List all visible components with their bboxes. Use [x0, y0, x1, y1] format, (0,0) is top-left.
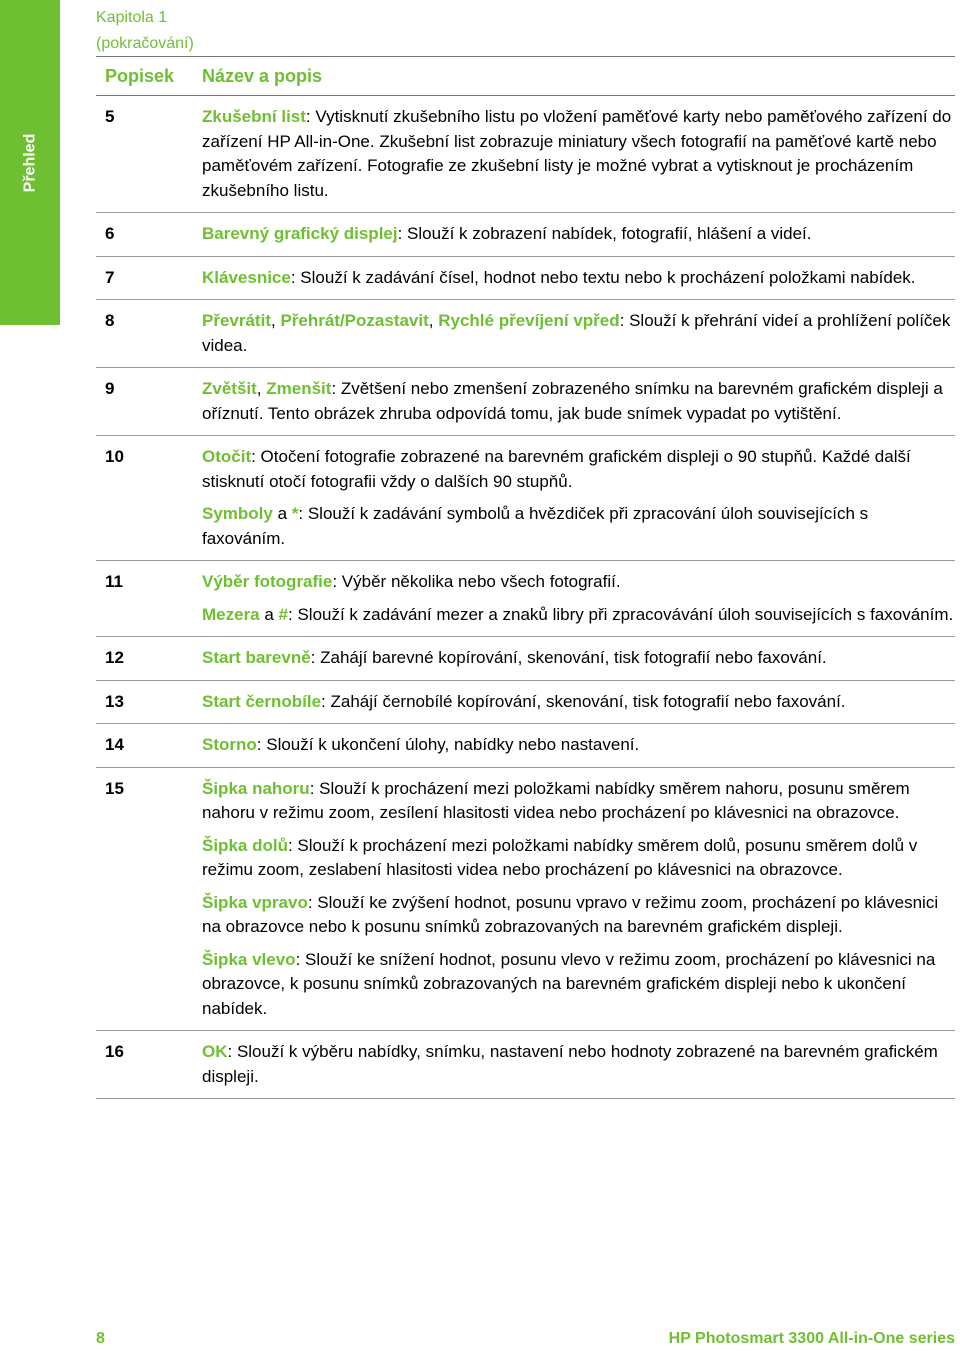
- description-paragraph: [202, 377, 955, 426]
- row-description: [202, 1040, 955, 1089]
- description-text: : Slouží k procházení mezi položkami nabídky směrem nahoru, posunu směrem nahoru v režimu zoom, zesílení hlasitosti videa nebo procházení po klávesnici na obrazovce.: [202, 778, 910, 822]
- table-row: [96, 436, 955, 561]
- table-row: [96, 1031, 955, 1099]
- controls-table: [96, 56, 955, 1099]
- description-paragraph: [202, 690, 955, 715]
- row-description: [202, 777, 955, 1022]
- row-label: 14: [105, 735, 124, 754]
- control-name: OK: [202, 1042, 228, 1061]
- description-paragraph: [202, 222, 955, 247]
- row-label: 13: [105, 691, 124, 711]
- control-name: Šipka dolů: [202, 835, 288, 855]
- description-paragraph: [202, 891, 955, 940]
- row-description: [202, 733, 955, 758]
- row-label: 9: [105, 379, 115, 398]
- description-paragraph: [202, 570, 955, 595]
- control-name: Symboly: [202, 504, 273, 523]
- row-description: [202, 222, 955, 247]
- table-row: [96, 681, 955, 725]
- table-row: [96, 368, 955, 436]
- row-label: 5: [105, 107, 115, 126]
- side-tab-label: Přehled: [21, 133, 38, 192]
- control-name: #: [278, 604, 289, 624]
- description-paragraph: [202, 105, 955, 203]
- description-text: a: [259, 604, 279, 624]
- description-paragraph: [202, 603, 955, 628]
- row-label: 7: [105, 267, 115, 287]
- table-row: [96, 561, 955, 637]
- control-name: Šipka vpravo: [202, 892, 308, 912]
- control-name: Start barevně: [202, 648, 311, 667]
- description-paragraph: [202, 502, 955, 551]
- description-text: : Slouží k přehrání videí a prohlížení políček videa.: [202, 311, 951, 355]
- control-name: Přehrát/Pozastavit: [280, 311, 429, 330]
- control-name: Otočit: [202, 447, 252, 466]
- header-description: Název a popis: [202, 65, 323, 86]
- control-name: Rychlé převíjení vpřed: [438, 311, 620, 330]
- description-text: a: [272, 504, 292, 523]
- control-name: Start černobíle: [202, 691, 322, 711]
- description-text: : Slouží k zadávání čísel, hodnot nebo textu nebo k procházení položkami nabídek.: [290, 267, 916, 287]
- row-label: 11: [105, 572, 123, 591]
- row-description: [202, 646, 955, 671]
- description-text: ,: [270, 311, 281, 330]
- control-name: Zmenšit: [266, 379, 332, 398]
- row-label: 16: [105, 1042, 124, 1061]
- table-row: [96, 257, 955, 301]
- section-side-tab: [0, 0, 60, 325]
- header-label: Popisek: [105, 65, 175, 86]
- row-label: 10: [105, 447, 124, 466]
- description-paragraph: [202, 445, 955, 494]
- description-text: ,: [428, 311, 439, 330]
- control-name: Šipka vlevo: [202, 949, 296, 969]
- table-row: [96, 96, 955, 213]
- description-text: ,: [256, 379, 267, 398]
- product-name: HP Photosmart 3300 All-in-One series: [668, 1330, 955, 1347]
- chapter-heading: [96, 5, 194, 57]
- description-paragraph: [202, 948, 955, 1022]
- description-paragraph: [202, 646, 955, 671]
- control-name: Storno: [202, 735, 257, 754]
- control-name: Mezera: [202, 604, 260, 624]
- page-footer: [96, 1330, 955, 1348]
- description-text: : Slouží k zadávání symbolů a hvězdiček při zpracování úloh souvisejících s faxováním.: [202, 504, 869, 548]
- row-description: [202, 445, 955, 551]
- control-name: Zkušební list: [202, 107, 306, 126]
- description-text: : Slouží ke zvýšení hodnot, posunu vpravo v režimu zoom, procházení po klávesnici na obrazovce nebo k posunu snímků zobrazovaných na barevném grafickém displeji.: [202, 892, 939, 936]
- chapter-title: Kapitola 1: [96, 9, 168, 26]
- row-label: 8: [105, 311, 115, 330]
- description-text: : Zvětšení nebo zmenšení zobrazeného snímku na barevném grafickém displeji a oříznutí. Tento obrázek zhruba odpovídá tomu, jak bude snímek vypadat po vytištění.: [202, 379, 943, 423]
- description-text: : Výběr několika nebo všech fotografií.: [332, 572, 621, 591]
- description-text: : Zahájí barevné kopírování, skenování, tisk fotografií nebo faxování.: [310, 648, 827, 667]
- control-name: Šipka nahoru: [202, 778, 310, 798]
- description-text: : Slouží k zobrazení nabídek, fotografií, hlášení a videí.: [397, 224, 812, 243]
- row-description: [202, 570, 955, 627]
- description-paragraph: [202, 1040, 955, 1089]
- description-paragraph: [202, 834, 955, 883]
- table-row: [96, 300, 955, 368]
- row-description: [202, 377, 955, 426]
- page-number: 8: [96, 1330, 105, 1347]
- description-text: : Vytisknutí zkušebního listu po vložení paměťové karty nebo paměťového zařízení do zařízení HP All-in-One. Zkušební list zobrazuje miniatury všech fotografií na paměťové kartě nebo paměťovém zařízení. Fotografie ze zkušební listy je možné vybrat a vytisknout je procházením zkušebního listu.: [202, 107, 952, 200]
- control-name: Barevný grafický displej: [202, 224, 398, 243]
- row-description: [202, 266, 955, 291]
- control-name: Klávesnice: [202, 267, 291, 287]
- control-name: Převrátit: [202, 311, 271, 330]
- control-name: Zvětšit: [202, 379, 257, 398]
- description-paragraph: [202, 733, 955, 758]
- description-text: : Slouží k ukončení úlohy, nabídky nebo nastavení.: [256, 735, 640, 754]
- control-name: *: [291, 504, 299, 523]
- description-text: : Otočení fotografie zobrazené na barevném grafickém displeji o 90 stupňů. Každé další stisknutí otočí fotografii vždy o dalších 90 stupňů.: [202, 447, 911, 491]
- description-text: : Slouží k procházení mezi položkami nabídky směrem dolů, posunu směrem dolů v režimu zoom, zeslabení hlasitosti videa nebo procházení po klávesnici na obrazovce.: [202, 835, 918, 879]
- row-description: [202, 105, 955, 203]
- control-name: Výběr fotografie: [202, 572, 333, 591]
- table-row: [96, 213, 955, 257]
- row-description: [202, 690, 955, 715]
- description-text: : Zahájí černobílé kopírování, skenování, tisk fotografií nebo faxování.: [321, 691, 846, 711]
- description-paragraph: [202, 309, 955, 358]
- table-row: [96, 637, 955, 681]
- row-label: 12: [105, 648, 124, 667]
- table-row: [96, 768, 955, 1032]
- table-header: [96, 56, 955, 96]
- description-text: : Slouží k výběru nabídky, snímku, nastavení nebo hodnoty zobrazené na barevném grafickém displeji.: [202, 1042, 938, 1086]
- description-text: : Slouží ke snížení hodnot, posunu vlevo v režimu zoom, procházení po klávesnici na obrazovce, k posunu snímků zobrazovaných na barevném grafickém displeji nebo k ukončení nabídek.: [202, 949, 936, 1018]
- description-paragraph: [202, 777, 955, 826]
- description-paragraph: [202, 266, 955, 291]
- description-text: : Slouží k zadávání mezer a znaků libry při zpracovávání úloh souvisejících s faxováním.: [288, 604, 954, 624]
- table-body: [96, 96, 955, 1099]
- chapter-continued: (pokračování): [96, 35, 194, 52]
- table-row: [96, 724, 955, 768]
- row-label: 15: [105, 778, 124, 798]
- row-label: 6: [105, 224, 115, 243]
- row-description: [202, 309, 955, 358]
